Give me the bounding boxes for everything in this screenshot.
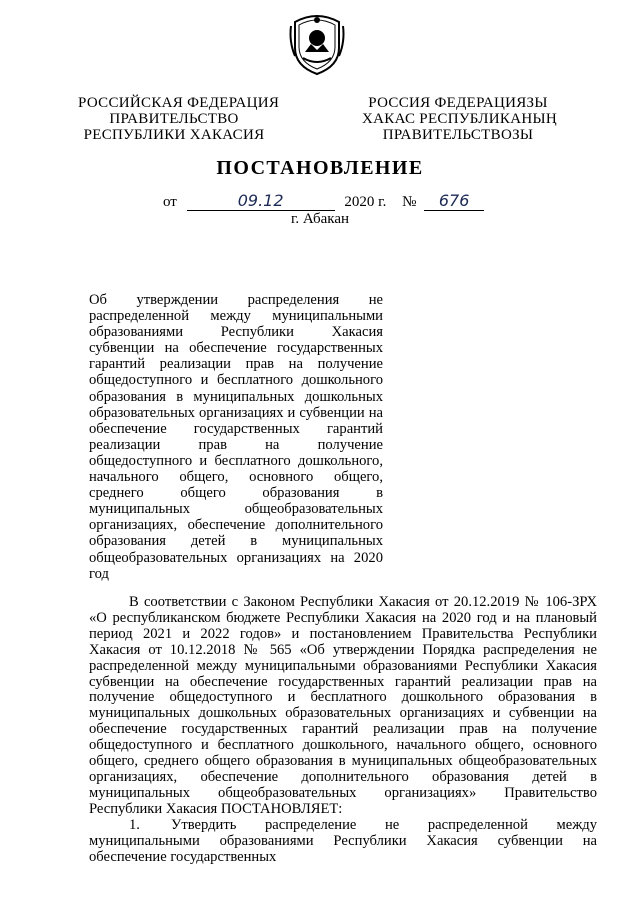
header-right-line: РОССИЯ ФЕДЕРАЦИЯЗЫ bbox=[368, 95, 548, 111]
header-left-line: РЕСПУБЛИКИ ХАКАСИЯ bbox=[83, 127, 265, 143]
header-left-line: ПРАВИТЕЛЬСТВО bbox=[109, 111, 239, 127]
header-left-block bbox=[78, 95, 280, 143]
resolution-body bbox=[89, 595, 597, 865]
from-label: от bbox=[163, 194, 177, 210]
year-label: 2020 г. bbox=[344, 194, 387, 210]
resolution-item-1 bbox=[89, 818, 597, 866]
city-label: г. Абакан bbox=[290, 211, 350, 227]
document-type-title: ПОСТАНОВЛЕНИЕ bbox=[216, 157, 424, 179]
coat-of-arms-emblem bbox=[287, 12, 347, 76]
resolution-subject: Об утверждении распределения не распределенной между муниципальными образованиями Республики Хакасия субвенции на обеспечение государственных гарантий реализации прав на получение общедоступного и бесплатного дошкольного образования в муниципальных дошкольных образовательных организациях и субвенции на обеспечение государственных гарантий реализации прав на получение общедоступного и бесплатного дошкольного, начального общего, основного общего, среднего общего образования в муниципальных общеобразовательных организациях, обеспечение дополнительного образования детей в муниципальных общеобразовательных организациях на 2020 год bbox=[89, 292, 383, 582]
header-left-line: РОССИЙСКАЯ ФЕДЕРАЦИЯ bbox=[78, 95, 280, 111]
handwritten-date: 09.12 bbox=[187, 192, 335, 211]
date-number-line bbox=[163, 192, 484, 211]
header-right-block bbox=[362, 95, 558, 143]
header-right-line: ХАКАС РЕСПУБЛИКАНЫҢ bbox=[362, 111, 558, 127]
preamble-paragraph: В соответствии с Законом Республики Хакасия от 20.12.2019 № 106-ЗРХ «О республиканском бюджете Республики Хакасия на 2020 год и на плановый период 2021 и 2022 годов» и постановлением Правительства Республики Хакасия от 10.12.2018 № 565 «Об утверждении Порядка распределения не распределенной между муниципальными образованиями Республики Хакасия субвенции на обеспечение государственных гарантий реализации прав на получение общедоступного и бесплатного дошкольного образования в муниципальных дошкольных образовательных организациях и субвенции на обеспечение государственных гарантий реализации прав на получение общедоступного и бесплатного дошкольного, начального общего, основного общего, среднего общего образования в муниципальных общеобразовательных организациях, обеспечение дополнительного образования детей в муниципальных общеобразовательных организациях» Правительство Республики Хакасия ПОСТАНОВЛЯЕТ: bbox=[89, 594, 597, 817]
header-right-line: ПРАВИТЕЛЬСТВОЗЫ bbox=[382, 127, 534, 143]
handwritten-number: 676 bbox=[424, 192, 484, 211]
item-text: Утвердить распределение не распределенной между муниципальными образованиями Республики Хакасия субвенции на обеспечение государственных bbox=[89, 816, 597, 865]
number-label: № bbox=[402, 194, 417, 210]
item-number: 1. bbox=[129, 816, 140, 833]
